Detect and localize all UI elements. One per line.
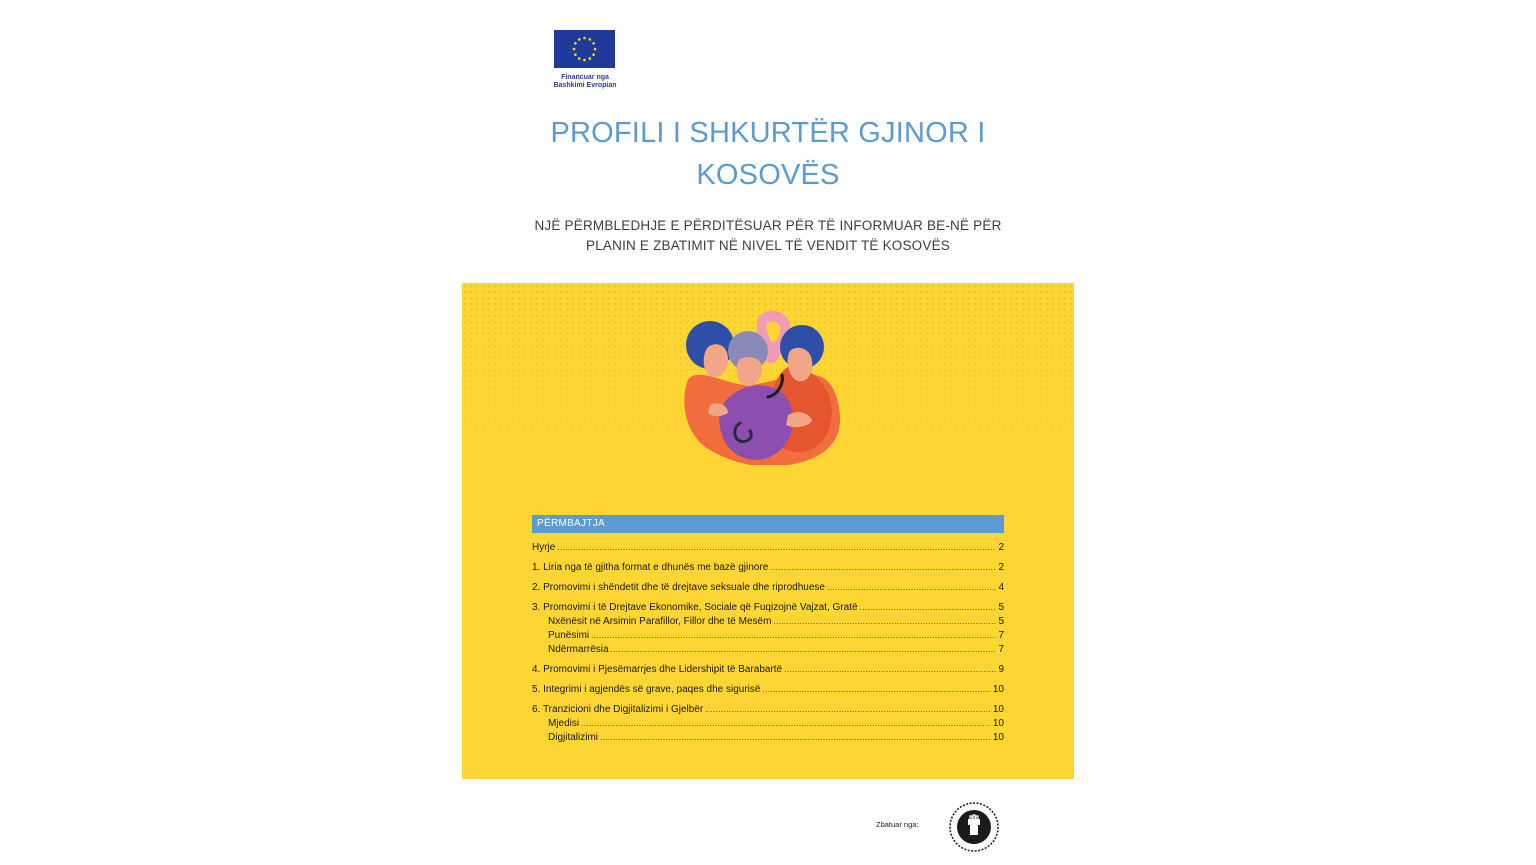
toc-entry-page: 2 xyxy=(998,562,1004,573)
toc-leader xyxy=(827,581,996,595)
toc-entry-page: 10 xyxy=(992,718,1004,729)
toc-header: PËRMBAJTJA xyxy=(532,515,1004,533)
implemented-by-label: Zbatuar nga: xyxy=(876,820,919,829)
toc-entry-1[interactable] xyxy=(532,561,1004,575)
toc-leader xyxy=(705,703,991,717)
toc-entry-page: 7 xyxy=(998,644,1004,655)
toc-entry-3[interactable] xyxy=(532,601,1004,615)
toc-leader xyxy=(773,615,996,629)
document-subtitle xyxy=(468,216,1068,256)
toc-entry-text: 3. Promovimi i të Drejtave Ekonomike, Sociale që Fuqizojnë Vajzat, Gratë xyxy=(532,602,858,613)
toc-entry-text: Digjitalizimi xyxy=(548,732,599,743)
subtitle-line2: PLANIN E ZBATIMIT NË NIVEL TË VENDIT TË KOSOVËS xyxy=(586,238,950,253)
toc-subentry-mjedisi[interactable] xyxy=(532,717,1004,731)
toc-entry-5[interactable] xyxy=(532,683,1004,697)
toc-entry-page: 2 xyxy=(998,542,1004,553)
toc-list xyxy=(532,541,1004,745)
toc-entry-text: Punësimi xyxy=(548,630,590,641)
toc-entry-2[interactable] xyxy=(532,581,1004,595)
eu-caption-line2: Bashkimi Evropian xyxy=(553,82,617,89)
toc-subentry-ndermarresia[interactable] xyxy=(532,643,1004,657)
toc-entry-page: 9 xyxy=(998,664,1004,675)
toc-subentry-nxenesit[interactable] xyxy=(532,615,1004,629)
toc-entry-text: Mjedisi xyxy=(548,718,580,729)
title-line2: KOSOVËS xyxy=(696,159,840,191)
eu-funding-caption xyxy=(548,74,622,90)
cover-panel xyxy=(462,283,1074,779)
toc-leader xyxy=(600,731,991,745)
toc-entry-page: 7 xyxy=(998,630,1004,641)
toc-subentry-punesimi[interactable] xyxy=(532,629,1004,643)
toc-leader xyxy=(611,643,997,657)
toc-entry-text: Ndërmarrësia xyxy=(548,644,609,655)
eu-flag-icon xyxy=(554,30,615,68)
toc-leader xyxy=(784,663,996,677)
subtitle-line1: NJË PËRMBLEDHJE E PËRDITËSUAR PËR TË INFORMUAR BE-NË PËR xyxy=(534,218,1002,233)
toc-entry-page: 5 xyxy=(998,616,1004,627)
toc-entry-hyrje[interactable] xyxy=(532,541,1004,555)
toc-entry-text: 1. Liria nga të gjitha format e dhunës me bazë gjinore xyxy=(532,562,769,573)
toc-entry-text: 2. Promovimi i shëndetit dhe të drejtave seksuale dhe riprodhuese xyxy=(532,582,825,593)
title-line1: PROFILI I SHKURTËR GJINOR I xyxy=(550,117,986,149)
document-title xyxy=(468,112,1068,196)
toc-entry-page: 5 xyxy=(998,602,1004,613)
toc-leader xyxy=(557,541,996,555)
toc-entry-6[interactable] xyxy=(532,703,1004,717)
table-of-contents xyxy=(532,515,1004,745)
toc-entry-text: 6. Tranzicioni dhe Digjitalizimi i Gjelbër xyxy=(532,704,704,715)
toc-entry-page: 4 xyxy=(998,582,1004,593)
toc-leader xyxy=(581,717,991,731)
toc-leader xyxy=(860,601,997,615)
toc-entry-text: Hyrje xyxy=(532,542,556,553)
toc-leader xyxy=(762,683,990,697)
toc-entry-page: 10 xyxy=(992,732,1004,743)
toc-entry-text: 4. Promovimi i Pjesëmarrjes dhe Lidershipit të Barabartë xyxy=(532,664,783,675)
eu-caption-line1: Financuar nga xyxy=(561,74,609,81)
toc-entry-page: 10 xyxy=(992,704,1004,715)
toc-entry-4[interactable] xyxy=(532,663,1004,677)
toc-entry-text: 5. Integrimi i agjendës së grave, paqes dhe sigurisë xyxy=(532,684,761,695)
three-people-embracing-illustration xyxy=(670,305,860,465)
toc-leader xyxy=(591,629,996,643)
toc-leader xyxy=(770,561,996,575)
toc-subentry-digjitalizimi[interactable] xyxy=(532,731,1004,745)
toc-entry-page: 10 xyxy=(992,684,1004,695)
toc-entry-text: Nxënësit në Arsimin Parafillor, Fillor dhe të Mesëm xyxy=(548,616,772,627)
fist-circle-logo xyxy=(948,801,1000,853)
